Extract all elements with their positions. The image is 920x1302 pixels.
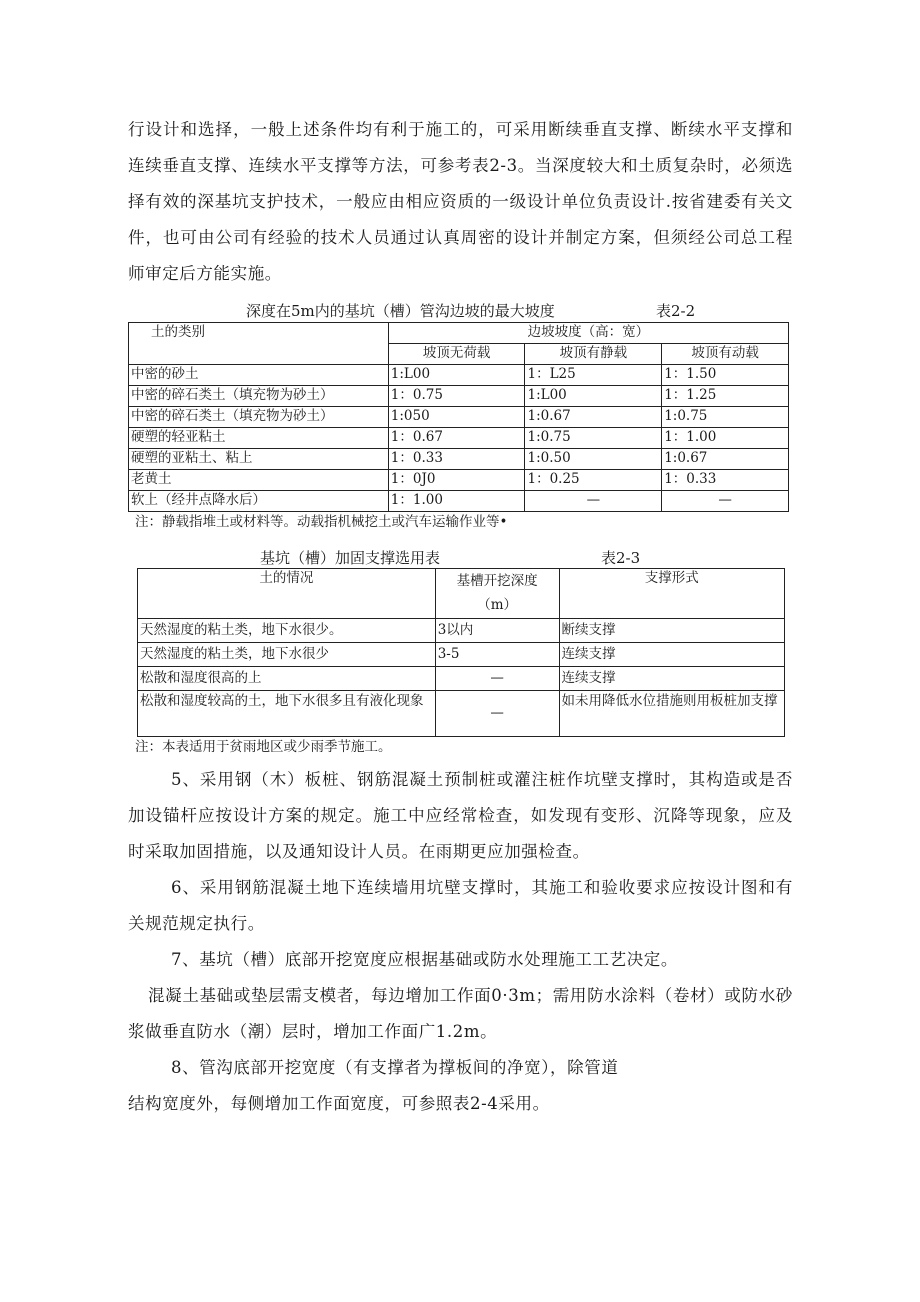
table-row [138,643,785,667]
soil-cell: 中密的碎石类土（填充物为砂土） [129,386,389,407]
paragraph-8b: 结构宽度外，每侧增加工作面宽度，可参照表2-4采用。 [128,1094,550,1113]
soil-cell: 中密的砂土 [129,365,389,386]
table-row [129,470,789,491]
value-cell: 1：0.67 [388,428,525,449]
table-row [129,428,789,449]
support-header-depth [435,569,559,619]
support-header-condition: 土的情况 [138,569,436,619]
table-row [129,365,789,386]
support-header-form: 支撑形式 [559,569,784,619]
table2-number: 表2-3 [601,549,641,567]
table-row [129,386,789,407]
value-cell: 1:L00 [525,386,662,407]
value-cell: 1:0.75 [662,407,789,428]
value-cell: 1：0.75 [388,386,525,407]
value-cell: 1:0.75 [525,428,662,449]
value-cell: 1：0J0 [388,470,525,491]
condition-cell: 松散和湿度很高的上 [138,667,436,691]
soil-cell: 软上（经井点降水后） [129,491,389,512]
soil-cell: 硬塑的轻亚粘土 [129,428,389,449]
paragraph-7b: 混凝土基础或垫层需支模者，每边增加工作面0·3m；需用防水涂料（卷材）或防水砂浆做垂直防水（潮）层时，增加工作面广1.2m。 [128,986,793,1041]
support-header-depth-line2: （m） [477,597,518,613]
table-row [138,667,785,691]
table1-caption: 深度在5m内的基坑（槽）管沟边坡的最大坡度 [246,302,555,320]
table2-caption: 基坑（槽）加固支撑选用表 [260,549,441,567]
paragraph-6: 6、采用钢筋混凝土地下连续墙用坑壁支撑时，其施工和验收要求应按设计图和有关规范规定执行。 [128,878,793,933]
value-cell: 1：1.00 [388,491,525,512]
slope-subheader-dynamic: 坡顶有动载 [662,344,789,365]
table2-note: 注：本表适用于贫雨地区或少雨季节施工。 [135,739,392,755]
slope-header-soil: 土的类别 [129,323,389,365]
value-cell: 1：0.33 [662,470,789,491]
paragraph-5: 5、采用钢（木）板桩、钢筋混凝土预制桩或灌注桩作坑壁支撑时，其构造或是否加设锚杆应按设计方案的规定。施工中应经常检查，如发现有变形、沉降等现象，应及时采取加固措施，以及通知设计人员。在雨期更应加强检查。 [128,770,793,861]
support-header-depth-line1: 基槽开挖深度 [456,573,538,589]
depth-cell: 3以内 [435,619,559,643]
depth-cell: — [435,667,559,691]
condition-cell: 天然湿度的粘土类，地下水很少 [138,643,436,667]
paragraph-8: 8、管沟底部开挖宽度（有支撑者为撑板间的净宽），除管道 [171,1058,619,1077]
value-cell: 1:0.67 [525,407,662,428]
intro-paragraph: 行设计和选择，一般上述条件均有利于施工的，可采用断续垂直支撑、断续水平支撑和连续垂直支撑、连续水平支撑等方法，可参考表2-3。当深度较大和土质复杂时，必须选择有效的深基坑支护技术，一般应由相应资质的一级设计单位负责设计.按省建委有关文件，也可由公司有经验的技术人员通过认真周密的设计并制定方案，但须经公司总工程师审定后方能实施。 [128,120,793,283]
value-cell: 1：1.50 [662,365,789,386]
depth-cell: 3-5 [435,643,559,667]
table-row [138,619,785,643]
value-cell: — [525,491,662,512]
value-cell: 1：L25 [525,365,662,386]
table1-note: 注：静载指堆土或材料等。动载指机械挖土或汽车运输作业等• [135,514,508,530]
table1-number: 表2-2 [656,302,696,320]
slope-subheader-none: 坡顶无荷载 [388,344,525,365]
value-cell: 1:0.50 [525,449,662,470]
value-cell: 1：0.33 [388,449,525,470]
soil-cell: 老黄土 [129,470,389,491]
condition-cell: 天然湿度的粘土类，地下水很少。 [138,619,436,643]
form-cell: 连续支撑 [559,667,784,691]
value-cell: — [662,491,789,512]
table-row [138,691,785,737]
depth-cell: — [435,691,559,737]
value-cell: 1：0.25 [525,470,662,491]
condition-cell: 松散和湿度较高的土，地下水很多且有液化现象 [138,691,436,737]
form-cell: 如未用降低水位措施则用板桩加支撑 [559,691,784,737]
slope-header-group: 边坡坡度（高：宽） [388,323,788,344]
form-cell: 连续支撑 [559,643,784,667]
table-row [129,491,789,512]
table-row [129,407,789,428]
value-cell: 1：1.25 [662,386,789,407]
value-cell: 1:L00 [388,365,525,386]
slope-table [128,322,789,512]
form-cell: 断续支撑 [559,619,784,643]
soil-cell: 中密的碎石类土（填充物为砂土） [129,407,389,428]
value-cell: 1:0.67 [662,449,789,470]
slope-subheader-static: 坡顶有静载 [525,344,662,365]
table-row [129,449,789,470]
value-cell: 1：1.00 [662,428,789,449]
paragraph-7: 7、基坑（槽）底部开挖宽度应根据基础或防水处理施工工艺决定。 [171,950,678,969]
soil-cell: 硬塑的亚粘土、粘上 [129,449,389,470]
value-cell: 1:050 [388,407,525,428]
support-table [137,568,785,737]
